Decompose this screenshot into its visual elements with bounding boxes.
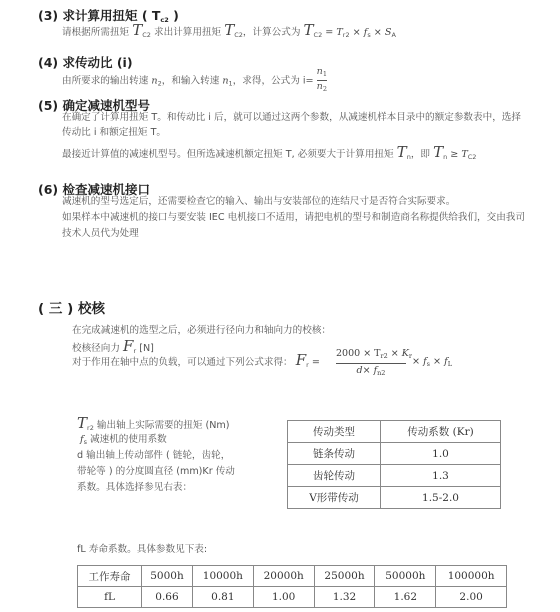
section-6-line1: 减速机的型号选定后，还需要检查它的输入、输出与安装部位的连结尺寸是否符合实际要求。 — [62, 196, 456, 207]
section-6-line2: 如果样本中减速机的接口与要安装 IEC 电机接口不适用，请把电机的型号和制造商名称提供给我们，交由我司 — [62, 212, 526, 223]
fl-table-header — [78, 566, 507, 587]
fl-header-cell: 100000h — [436, 566, 507, 587]
legend-line3: d 输出轴上传动部件 ( 链轮，齿轮， — [77, 450, 231, 461]
ratio-fraction: $\frac{n_1}{n_2}$ — [316, 66, 327, 93]
check-line3: 对于作用在轴中点的负载，可以通过下列公式求得： $F_r$ = — [72, 351, 320, 369]
section-4-text: 由所要求的输出转速 $n_2$，和输入转速 $n_1$，求得，公式为 i= $\frac{n_1}{n_2}$ — [62, 66, 327, 93]
section-5-heading: (5) 确定减速机型号 — [38, 98, 150, 113]
fl-note: fL 寿命系数。具体参数见下表: — [77, 544, 208, 555]
check-line2: 校核径向力 $F_r$ [N] — [72, 337, 154, 355]
section-4-heading: (4) 求传动比 (i) — [38, 55, 133, 70]
section-6-heading: (6) 检查减速机接口 — [38, 182, 150, 197]
section-5-line3: 最接近计算值的减速机型号。但所选减速机额定扭矩 T, 必须要大于计算用扭矩 $T_n$，即 $T_n \ge T_{C2}$ — [62, 143, 477, 161]
kr-cell: 1.0 — [381, 443, 501, 465]
table-row — [288, 443, 501, 465]
kr-header-type: 传动类型 — [288, 421, 381, 443]
fl-header-cell: 10000h — [192, 566, 253, 587]
section-check-heading: ( 三 ) 校核 — [38, 301, 105, 317]
legend-line5: 系数。具体选择参见右表： — [77, 482, 193, 493]
radial-force-tail: × $f_s \times f_L$ — [412, 356, 453, 368]
kr-table — [287, 420, 501, 509]
fl-cell: 2.00 — [436, 587, 507, 608]
kr-cell: 齿轮传动 — [288, 465, 381, 487]
fl-header-cell: 25000h — [314, 566, 375, 587]
fl-table — [77, 565, 507, 608]
fl-cell: 1.62 — [375, 587, 436, 608]
kr-table-header — [288, 421, 501, 443]
table-row — [288, 465, 501, 487]
kr-header-coef: 传动系数 (Kr) — [381, 421, 501, 443]
fl-cell: 1.00 — [253, 587, 314, 608]
fl-cell: fL — [78, 587, 142, 608]
fl-cell: 0.66 — [142, 587, 193, 608]
fl-header-cell: 50000h — [375, 566, 436, 587]
section-3-text: 请根据所需扭矩 $T_{C2}$ 求出计算用扭矩 $T_{C2}$，计算公式为 $T_{C2} = T_{r2} \times f_s \times S_A$ — [62, 21, 396, 39]
table-row — [288, 487, 501, 509]
radial-force-fraction: $2000 \times T_{r2} \times K_r$ $d\times f_{n2}$ — [336, 348, 412, 377]
fl-header-cell: 5000h — [142, 566, 193, 587]
legend-line4: 带轮等 ) 的分度圆直径 (mm)Kr 传动 — [77, 466, 235, 477]
fl-cell: 1.32 — [314, 587, 375, 608]
check-line1: 在完成减速机的选型之后，必须进行径向力和轴向力的校核： — [72, 325, 332, 336]
legend-line1: $T_{r2}$ 输出轴上实际需要的扭矩 (Nm) — [77, 414, 230, 432]
fl-header-cell: 20000h — [253, 566, 314, 587]
section-5-line2: 传动比 i 和额定扭矩 T。 — [62, 127, 167, 138]
kr-cell: 1.3 — [381, 465, 501, 487]
section-6-line3: 技术人员代为处理 — [62, 228, 139, 239]
kr-cell: 链条传动 — [288, 443, 381, 465]
fl-header-cell: 工作寿命 — [78, 566, 142, 587]
kr-cell: 1.5-2.0 — [381, 487, 501, 509]
section-5-line1: 在确定了计算用扭矩 T。和传动比 i 后，就可以通过这两个参数，从减速机样本目录中的额定参数表中，选择 — [62, 112, 521, 123]
kr-cell: V形带传动 — [288, 487, 381, 509]
fl-cell: 0.81 — [192, 587, 253, 608]
section-3-heading: (3) 求计算用扭矩 ( $T_{c2}$ ) — [38, 8, 179, 24]
legend-line2: $f_s$ 减速机的使用系数 — [80, 434, 167, 446]
table-row — [78, 587, 507, 608]
